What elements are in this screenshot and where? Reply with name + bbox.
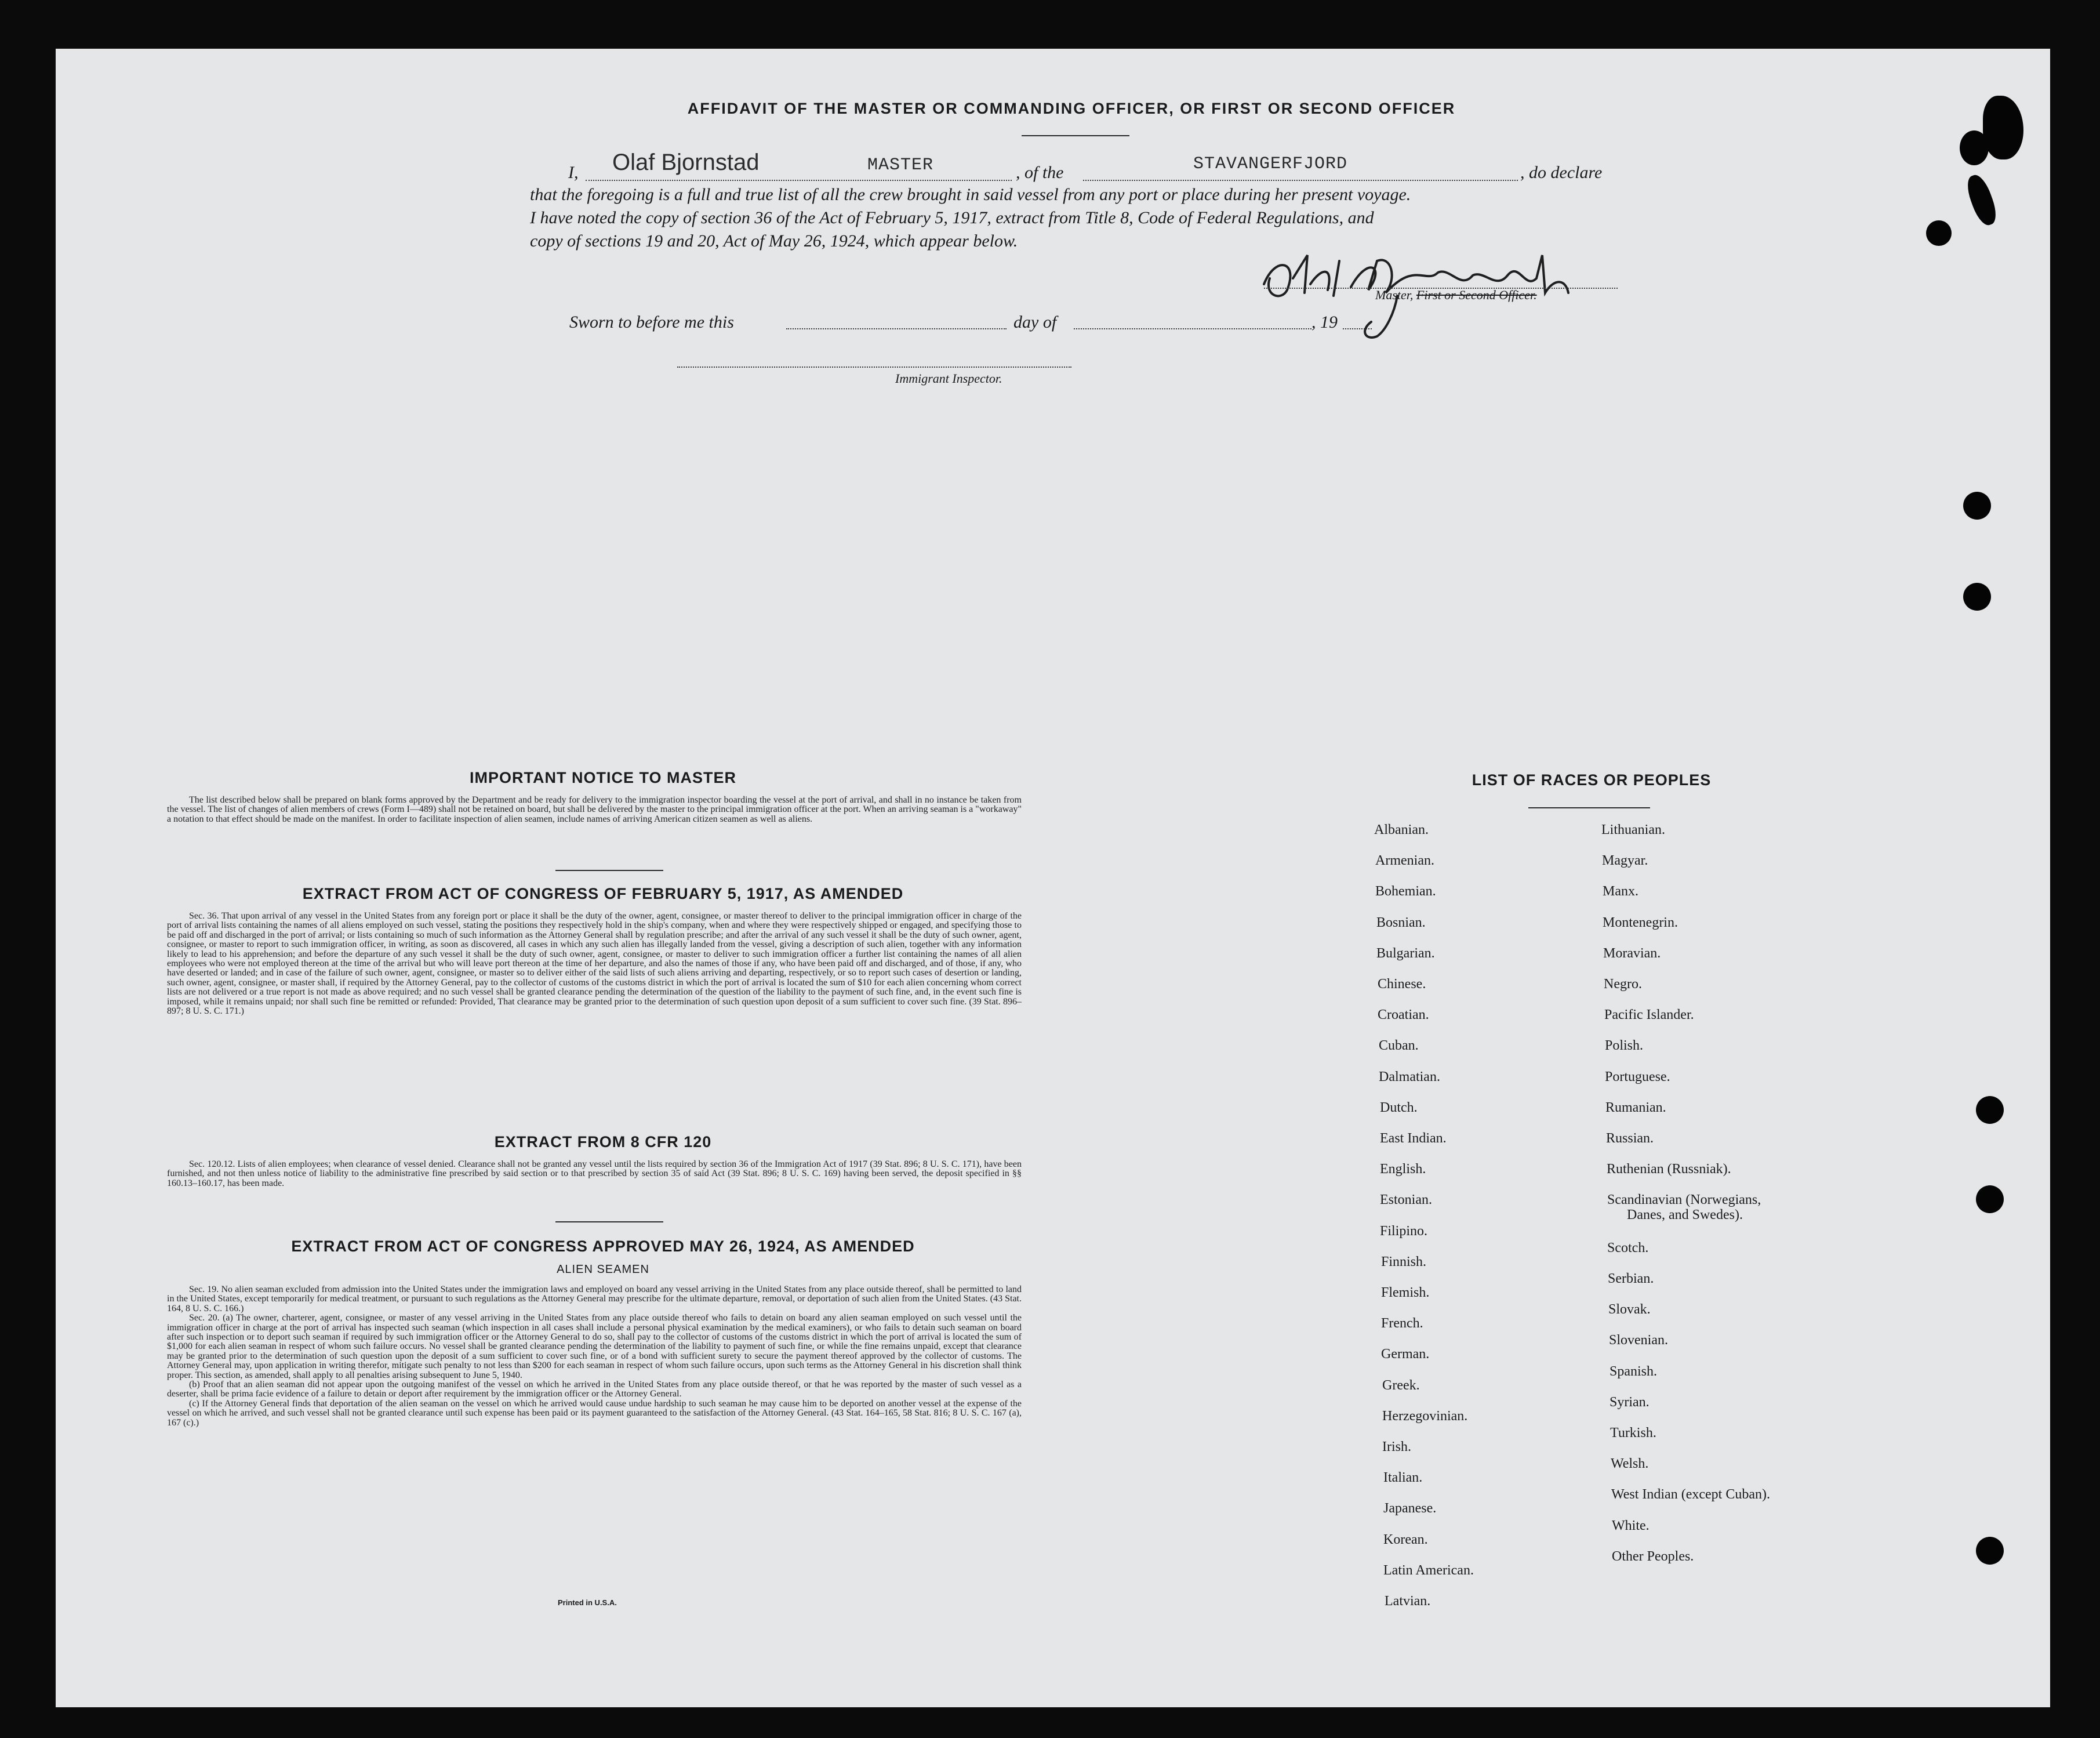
extract-1924-text: [167, 1285, 1022, 1428]
torn-edge-mark: [1926, 220, 1952, 246]
race-item: Other Peoples.: [1612, 1548, 1694, 1564]
race-item: Negro.: [1604, 977, 1642, 992]
race-item: Portuguese.: [1605, 1069, 1670, 1084]
race-item: German.: [1381, 1347, 1430, 1362]
affidavit-title: AFFIDAVIT OF THE MASTER OR COMMANDING OFFICER, OR FIRST OR SECOND OFFICER: [687, 100, 1456, 117]
race-item: Spanish.: [1609, 1363, 1658, 1379]
section-19-paragraph: Sec. 19. No alien seaman excluded from admission into the United States under the immigration laws and employed on board any vessel arriving in the United States from any place outside thereof, shall be permitted to land in the United States, except temporarily for medical treatment, or pursuant to such regulations as the Attorney General may prescribe for the ultimate departure, removal, or deportation of such alien from the United States. (43 Stat. 164, 8 U. S. C. 166.): [167, 1285, 1022, 1314]
race-item: Greek.: [1382, 1377, 1420, 1393]
race-item: Russian.: [1606, 1131, 1654, 1146]
race-item: French.: [1381, 1316, 1423, 1331]
race-item: Serbian.: [1608, 1271, 1654, 1287]
race-item: Lithuanian.: [1601, 822, 1665, 837]
section-20b-paragraph: (b) Proof that an alien seaman did not appear upon the outgoing manifest of the vessel on which he arrived in the United States from any place outside thereof, or that he was reported by the master of such vessel as a deserter, shall be prima facie evidence of a failure to detain or deport after requirement by the immigration officer or the Attorney General.: [167, 1380, 1022, 1399]
sworn-day-of: day of: [1013, 313, 1057, 332]
inspector-caption: Immigrant Inspector.: [895, 371, 1002, 386]
sworn-year-line: [1343, 328, 1372, 329]
sworn-year: , 19: [1311, 313, 1338, 332]
race-item: Montenegrin.: [1603, 915, 1678, 930]
race-item: Filipino.: [1380, 1223, 1428, 1239]
extract-1917-title: EXTRACT FROM ACT OF CONGRESS OF FEBRUARY 5, 1917, AS AMENDED: [302, 885, 904, 902]
section-20c-paragraph: (c) If the Attorney General finds that deportation of the alien seaman on the vessel on which he arrived would cause undue hardship to such seaman he may cause him to be deported on another vessel at the expense of the vessel on which he arrived, and such vessel shall not be granted clearance until such expense has been paid or its payment guaranteed to the satisfaction of the Attorney General. (43 Stat. 164–165, 58 Stat. 816; 8 U. S. C. 167 (a), 167 (c).): [167, 1398, 1022, 1428]
race-item: East Indian.: [1380, 1131, 1447, 1146]
punch-hole: [1963, 583, 1991, 611]
declaration-of-the: , of the: [1016, 163, 1064, 182]
caption-master: Master,: [1375, 288, 1414, 302]
alien-seamen-subtitle: ALIEN SEAMEN: [557, 1263, 649, 1276]
race-item: Finnish.: [1381, 1254, 1427, 1269]
extract-1917-text: [167, 912, 1022, 1016]
punch-hole: [1976, 1185, 2004, 1213]
race-item: Latin American.: [1383, 1562, 1474, 1578]
race-item: Latvian.: [1385, 1594, 1431, 1609]
section-120-paragraph: Sec. 120.12. Lists of alien employees; when clearance of vessel denied. Clearance shall not be granted any vessel until the lists required by section 36 of the Immigration Act of 1917 (39 Stat. 896; 8 U. S. C. 171), have been furnished, and not then unless notice of liability to the administrative fine prescribed by said section or to that prescribed by section 35 of said Act (39 Stat. 896; 8 U. S. C. 169) having been served, the deposit specified in §§ 160.13–160.17, has been made.: [167, 1159, 1022, 1188]
section-36-paragraph: Sec. 36. That upon arrival of any vessel in the United States from any foreign port or place it shall be the duty of the owner, agent, consignee, or master thereof to deliver to the principal immigration officer in charge of the port of arrival lists containing the names of all aliens employed on such vessel, stating the positions they respectively hold in the ship's company, when and where they were respectively shipped or engaged, and specifying those to be paid off and discharged in the port of arrival; or lists containing so much of such information as the Attorney General shall by regulation prescribe; and after the arrival of any such vessel it shall be the duty of such owner, agent, consignee, or master to report to such immigration officer, in writing, as soon as discovered, all cases in which any such alien has illegally landed from the vessel, giving a description of such alien, together with any information likely to lead to his apprehension; and before the departure of any such vessel it shall be the duty of such owner, agent, consignee, or master to deliver to such immigration officer a further list containing the names of all alien employees who were not employed thereon at the time of the arrival but who will leave port thereon at the time of her departure, and also the names of those if any, who have been paid off and discharged, and of those, if any, who have deserted or landed; and in case of the failure of such owner, agent, consignee, or master so to deliver either of the said lists of such aliens arriving and departing, respectively, or so to report such cases of desertion or landing, such owner, agent, consignee, or master shall, if required by the Attorney General, pay to the collector of customs of the customs district in which the port of arrival is located the sum of $10 for each alien concerning whom correct lists are not delivered or a true report is not made as above required; and no such vessel shall be granted clearance pending the determination of the question of the liability to the payment of such fine, and, in the event such fine is imposed, while it remains unpaid; nor shall such fine be remitted or refunded: Provided, That clearance may be granted prior to the determination of such question upon deposit of a sum sufficient to cover such fine. (39 Stat. 896–897; 8 U. S. C. 171.): [167, 911, 1022, 1017]
sworn-day-line: [786, 328, 1007, 329]
cfr-rule: [555, 1221, 663, 1222]
race-item: Flemish.: [1381, 1285, 1430, 1300]
race-item: Japanese.: [1383, 1501, 1437, 1516]
race-item: Scandinavian (Norwegians, Danes, and Swedes).: [1607, 1192, 1761, 1223]
extract-cfr-title: EXTRACT FROM 8 CFR 120: [494, 1133, 712, 1151]
race-item: Syrian.: [1609, 1394, 1650, 1410]
punch-hole: [1976, 1537, 2004, 1565]
race-item: Armenian.: [1375, 853, 1434, 869]
title-rule: [1022, 135, 1129, 136]
punch-hole: [1976, 1096, 2004, 1124]
race-item: Welsh.: [1611, 1456, 1649, 1472]
master-name: Olaf Bjornstad: [612, 150, 760, 175]
race-item: Dalmatian.: [1379, 1069, 1440, 1084]
race-item: Cuban.: [1379, 1038, 1419, 1054]
extract-1924-title: EXTRACT FROM ACT OF CONGRESS APPROVED MAY 26, 1924, AS AMENDED: [291, 1238, 915, 1255]
declaration-line-2: that the foregoing is a full and true list of all the crew brought in said vessel from any port or place during her present voyage.: [530, 185, 1411, 204]
race-item: Slovenian.: [1609, 1333, 1668, 1348]
notice-paragraph: The list described below shall be prepared on blank forms approved by the Department and be ready for delivery to the immigration inspector boarding the vessel at the port of arrival, and shall in no instance be taken from the vessel. The list of changes of alien members of crews (Form I—489) shall not be retained on board, but shall be delivered by the master to the principal immigration officer at the port. When an arriving seaman is a "workaway" a notation to that effect should be made on the manifest. In order to facilitate inspection of alien seamen, include names of arriving American citizen seamen as well as aliens.: [167, 795, 1022, 824]
rank: MASTER: [867, 155, 934, 175]
race-item: Slovak.: [1608, 1302, 1651, 1318]
race-item: Chinese.: [1378, 977, 1426, 992]
declaration-i-label: I,: [568, 163, 579, 182]
race-item: Scotch.: [1607, 1240, 1649, 1256]
race-item: Magyar.: [1602, 853, 1648, 869]
race-item: Manx.: [1603, 884, 1638, 899]
declaration-do-declare: , do declare: [1520, 163, 1603, 182]
race-item: Bulgarian.: [1376, 945, 1435, 961]
race-item: Bohemian.: [1375, 884, 1436, 899]
notice-rule: [555, 870, 663, 871]
race-item: Pacific Islander.: [1604, 1007, 1694, 1023]
declaration-line-3: I have noted the copy of section 36 of the Act of February 5, 1917, extract from Title 8, Code of Federal Regulations, and: [530, 208, 1374, 227]
sworn-month-line: [1074, 328, 1311, 329]
race-item: Italian.: [1383, 1470, 1423, 1486]
race-item: Turkish.: [1610, 1425, 1656, 1441]
races-title: LIST OF RACES OR PEOPLES: [1472, 771, 1712, 789]
races-rule: [1528, 807, 1650, 808]
signature-caption: [1375, 288, 1537, 303]
notice-text: [167, 796, 1022, 824]
printed-in-usa: Printed in U.S.A.: [558, 1598, 617, 1607]
race-item: Albanian.: [1374, 822, 1429, 837]
vessel-line: [1083, 180, 1518, 181]
race-item: Polish.: [1605, 1038, 1644, 1054]
extract-cfr-text: [167, 1160, 1022, 1188]
section-20a-paragraph: Sec. 20. (a) The owner, charterer, agent, consignee, or master of any vessel arriving in the United States from any place outside thereof who fails to detain on board any alien seaman employed on such vessel until the immigration officer in charge at the port of arrival has inspected such seaman (which inspection in all cases shall include a personal physical examination by the medical examiners), or who fails to detain such seaman on board after such inspection or to deport such seaman if required by such immigration officer or the Attorney General to do so, shall pay to the collector of customs of the customs district in which the port of arrival is located the sum of $1,000 for each alien seaman in respect of whom such failure occurs. No vessel shall be granted clearance pending the determination of the liability to payment of such fine, or while the fine remains unpaid, except that clearance may be granted prior to the determination of such question upon the deposit of a sum sufficient to cover such fine, or of a bond with sufficient surety to secure the payment thereof approved by the collector of customs. The Attorney General may, upon application in writing therefor, mitigate such penalty to not less than $200 for each seaman in respect of whom such failure occurs, upon such terms as the Attorney General in his discretion shall think proper. This section, as amended, shall apply to all penalties arising subsequent to June 5, 1940.: [167, 1313, 1022, 1380]
punch-hole: [1963, 492, 1991, 520]
name-line: [586, 180, 1012, 181]
torn-edge-mark: [1960, 130, 1989, 165]
vessel-name: STAVANGERFJORD: [1193, 154, 1348, 174]
caption-officer-struck: First or Second Officer.: [1416, 288, 1537, 302]
race-item: English.: [1380, 1162, 1426, 1177]
race-item: Dutch.: [1380, 1100, 1418, 1115]
race-item: Irish.: [1382, 1439, 1411, 1454]
race-item: Korean.: [1383, 1532, 1428, 1547]
race-item: Ruthenian (Russniak).: [1607, 1162, 1731, 1177]
race-item: Estonian.: [1380, 1192, 1432, 1208]
race-item: Croatian.: [1378, 1007, 1429, 1023]
inspector-line: [677, 367, 1071, 368]
race-item: White.: [1612, 1518, 1650, 1533]
declaration-line-4: copy of sections 19 and 20, Act of May 26, 1924, which appear below.: [530, 231, 1018, 251]
race-item: Moravian.: [1603, 945, 1661, 961]
race-item: Rumanian.: [1605, 1100, 1666, 1115]
race-item: West Indian (except Cuban).: [1611, 1487, 1770, 1503]
sworn-label: Sworn to before me this: [569, 313, 734, 332]
race-item: Herzegovinian.: [1382, 1408, 1468, 1424]
notice-title: IMPORTANT NOTICE TO MASTER: [470, 769, 736, 786]
form-page: [56, 49, 2050, 1707]
race-item: Bosnian.: [1376, 915, 1426, 930]
